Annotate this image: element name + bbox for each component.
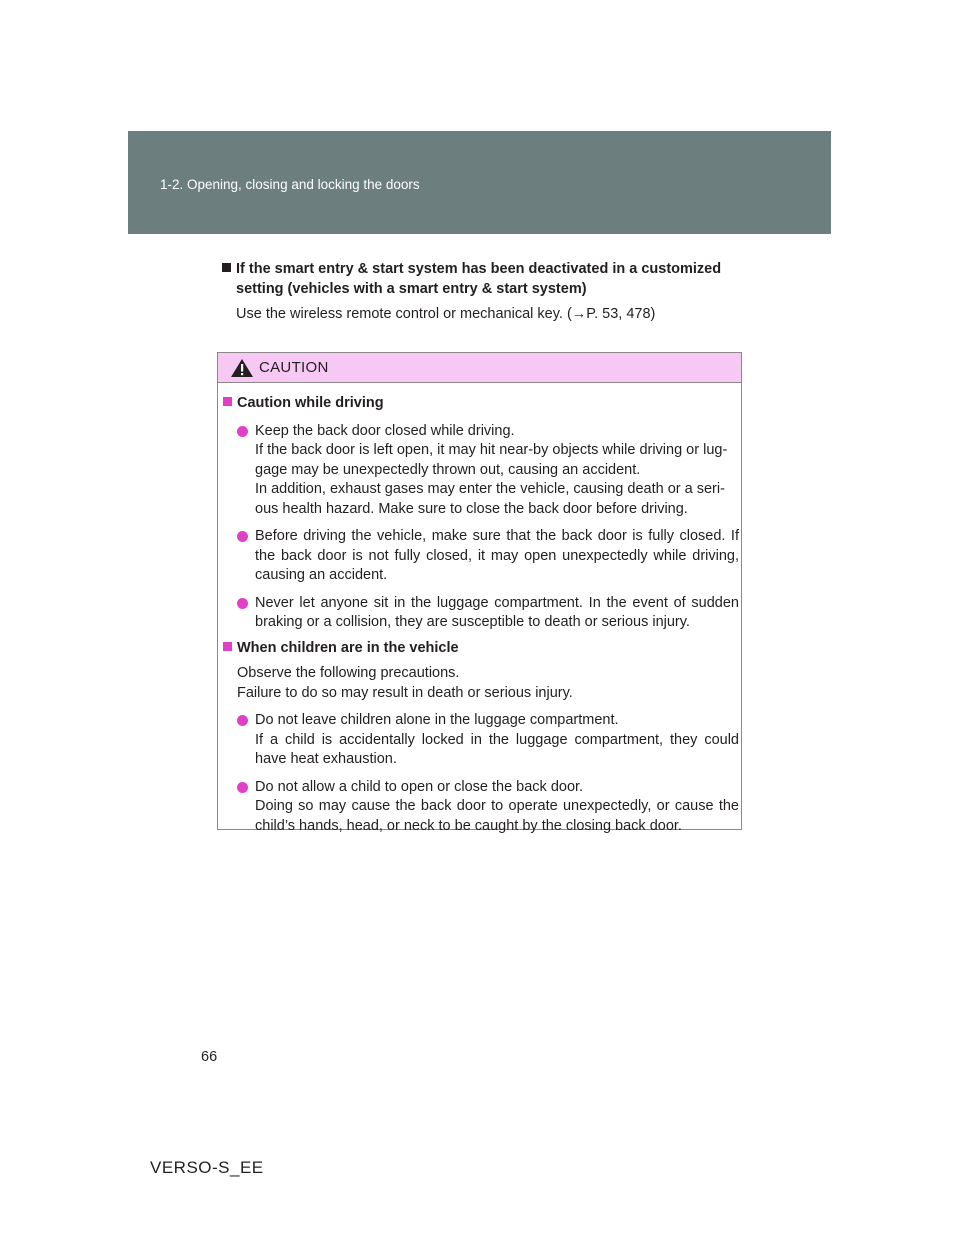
list-item: Do not leave children alone in the luggage compartment. If a child is accidentally locked in the luggage compartment, they could have heat exhaustion.: [236, 711, 739, 770]
list-item: Do not allow a child to open or close the back door. Doing so may cause the back door to operate unexpectedly, or cause the child’s hands, head, or neck to be caught by the closing back door.: [236, 778, 739, 837]
round-bullet-icon: [237, 531, 248, 542]
square-bullet-icon: [222, 263, 231, 272]
caution-content: [223, 394, 739, 836]
intro-heading: If the smart entry & start system has been deactivated in a customized setting (vehicles with a smart entry & start system): [222, 260, 742, 299]
caution-heading-children: When children are in the vehicle: [223, 639, 739, 659]
caution-header: [218, 353, 741, 383]
warning-triangle-icon: [230, 358, 254, 378]
square-bullet-icon: [223, 397, 232, 406]
round-bullet-icon: [237, 715, 248, 726]
intro-body: Use the wireless remote control or mechanical key. (→P. 53, 478): [236, 306, 656, 322]
caution-heading-driving: Caution while driving: [223, 394, 739, 414]
caution-box: [217, 352, 742, 834]
round-bullet-icon: [237, 598, 248, 609]
list-item: Keep the back door closed while driving. If the back door is left open, it may hit near-by objects while driving or lug- gage may be unexpectedly thrown out, causing an accident. In addition, exhaust gases may enter the vehicle, causing death or a seri- ous health hazard. Make sure to close the back door before driving.: [236, 422, 739, 520]
round-bullet-icon: [237, 782, 248, 793]
section-title: 1-2. Opening, closing and locking the doors: [160, 177, 420, 192]
children-intro: Observe the following precautions. Failure to do so may result in death or serious injury.: [237, 665, 573, 701]
square-bullet-icon: [223, 642, 232, 651]
round-bullet-icon: [237, 426, 248, 437]
caution-title: CAUTION: [259, 359, 329, 376]
footer-code: VERSO-S_EE: [150, 1158, 264, 1177]
intro-section: [222, 260, 742, 325]
page-number: 66: [201, 1049, 218, 1065]
list-item: Never let anyone sit in the luggage compartment. In the event of sudden braking or a collision, they are susceptible to death or serious injury.: [236, 594, 739, 633]
list-item: Before driving the vehicle, make sure that the back door is fully closed. If the back door is not fully closed, it may open unexpectedly while driving, causing an accident.: [236, 527, 739, 586]
